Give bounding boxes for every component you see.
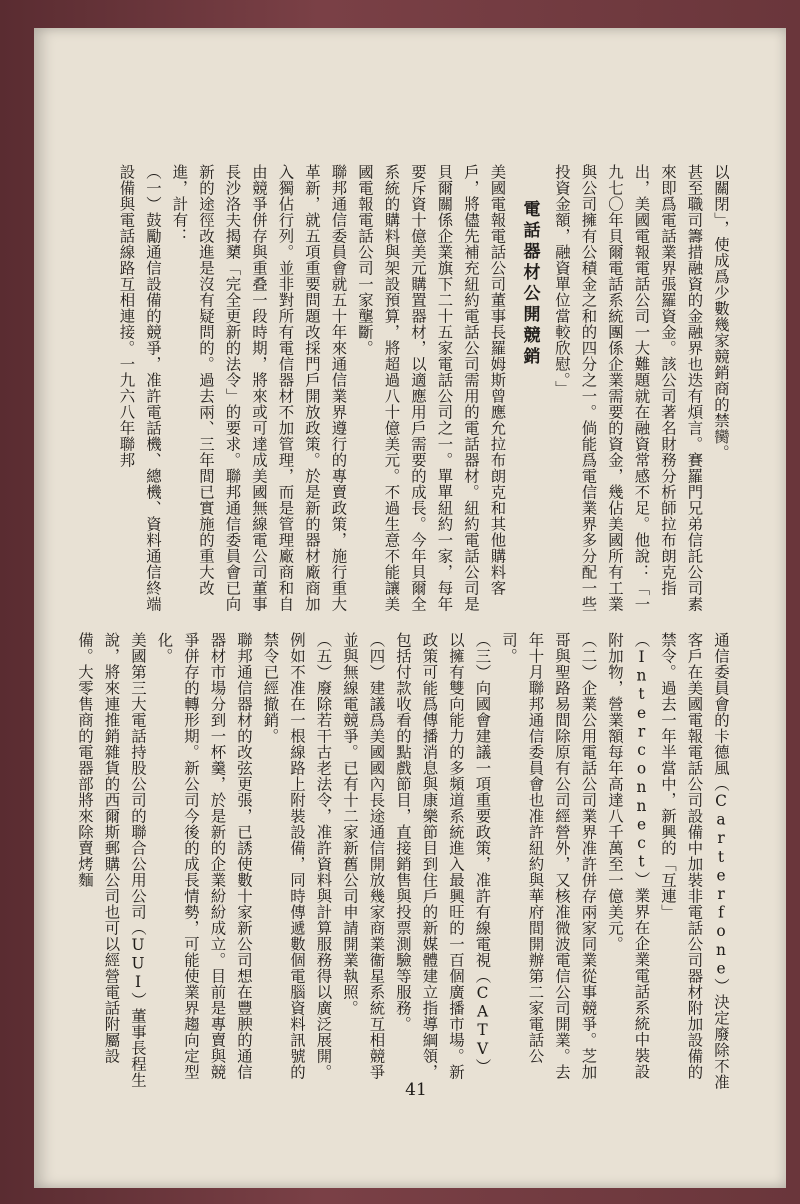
book-page	[34, 28, 786, 1188]
lower-text-block	[76, 632, 734, 1090]
paragraph: （二）企業公用電話公司業界准許併存兩家同業從事競爭。芝加哥與聖路易間除原有公司經營外，又核准微波電信公司開業。去年十月聯邦通信委員會也准許紐約與華府間開辦第二家電話公司。	[500, 632, 598, 1080]
paragraph: （四）建議爲美國國內長途通信開放幾家商業衞星系統互相競爭並與無線電競爭。已有十二家新舊公司申請開業執照。	[341, 632, 386, 1080]
paragraph: 美國電報電話公司董事長羅姆斯曾應允拉布朗克和其他購料客戶，將儘先補充紐約電話公司需用的電話器材。紐約電話公司是貝爾關係企業旗下二十五家電話公司之一。單單紐約一家，每年要斥資十億美元購置器材，以適應用戶需要的成長。今年貝爾全系統的購料與架設預算，將超過八十億美元。不過生意不能讓美國電報電話公司一家壟斷。	[356, 164, 507, 612]
paragraph: 聯邦通信委員會就五十年來通信業界遵行的專賣政策，施行重大革新，就五項重要問題改採門戶開放政策。於是新的器材廠商加入獨佔行列。並非對所有電信器材不加管理，而是管理廠商和自由競爭併存與重叠一段時期，將來或可達成美國無線電公司董事長沙洛夫揭櫫「完全更新的法令」的要求。聯邦通信委員會已向新的途徑改進是沒有疑問的。過去兩、三年間已實施的重大改進，計有：	[170, 164, 348, 612]
paragraph: 通信委員會的卡德風（Carterfone）決定廢除不准客戶在美國電報電話公司設備中加裝非電話公司器材附加設備的禁令。過去一年半當中，新興的「互連」（Interconnect）業界在企業電話系統中裝設附加物，營業額每年高達八千萬至一億美元。	[606, 632, 730, 1090]
page-number: 41	[405, 1080, 427, 1100]
paragraph: 以關閉」，使成爲少數幾家競銷商的禁臠。	[712, 164, 730, 461]
paragraph: 甚至職司籌措融資的金融界也迭有煩言。賽羅門兄弟信託公司素來即爲電話業界張羅資金。該公司著名財務分析師拉布朗克指出，美國電報電話公司一大難題就在融資常感不足。他說：「一九七〇年貝爾電話系統團係企業需要的資金，幾佔美國所有工業與公司擁有公積金之和的四分之一。倘能爲電信業界多分配一些投資金額，融資單位當較欣慰。」	[553, 164, 704, 612]
paragraph: （三）向國會建議一項重要政策，准許有線電視（CATV）以擁有雙向能力的多頻道系統進入最興旺的一百個廣播市場。新政策可能爲傳播消息與康樂節目到住戶的新媒體建立指導綱領，包括付款收看的點戲節目，直接銷售與投票測驗等服務。	[394, 632, 492, 1080]
paragraph: 美國第三大電話持股公司的聯合公用公司（UUI）董事長程生說，將來連推銷雜貨的西爾斯郵購公司也可以經營電話附屬設備。大零售商的電器部將來除賣烤麵	[76, 632, 147, 1088]
section-heading: 電話器材公開競銷	[519, 200, 540, 368]
paragraph: 聯邦通信器材的改弦更張，已誘使數十家新公司想在豐腴的通信器材市場分到一杯羹，於是新的企業紛紛成立。目前是專賣與競爭併存的轉形期。新公司今後的成長情勢，可能使業界趨向定型化。	[155, 632, 253, 1080]
paragraph: （一）鼓勵通信設備的競爭，准許電話機、總機、資料通信終端設備與電話線路互相連接。一九六八年聯邦	[117, 164, 162, 612]
paragraph: （五）廢除若干古老法令，准許資料與計算服務得以廣泛展開。例如不准在一根線路上附裝設備，同時傳遞數個電腦資料訊號的禁令已經撤銷。	[261, 632, 333, 1080]
upper-text-block	[80, 164, 734, 619]
